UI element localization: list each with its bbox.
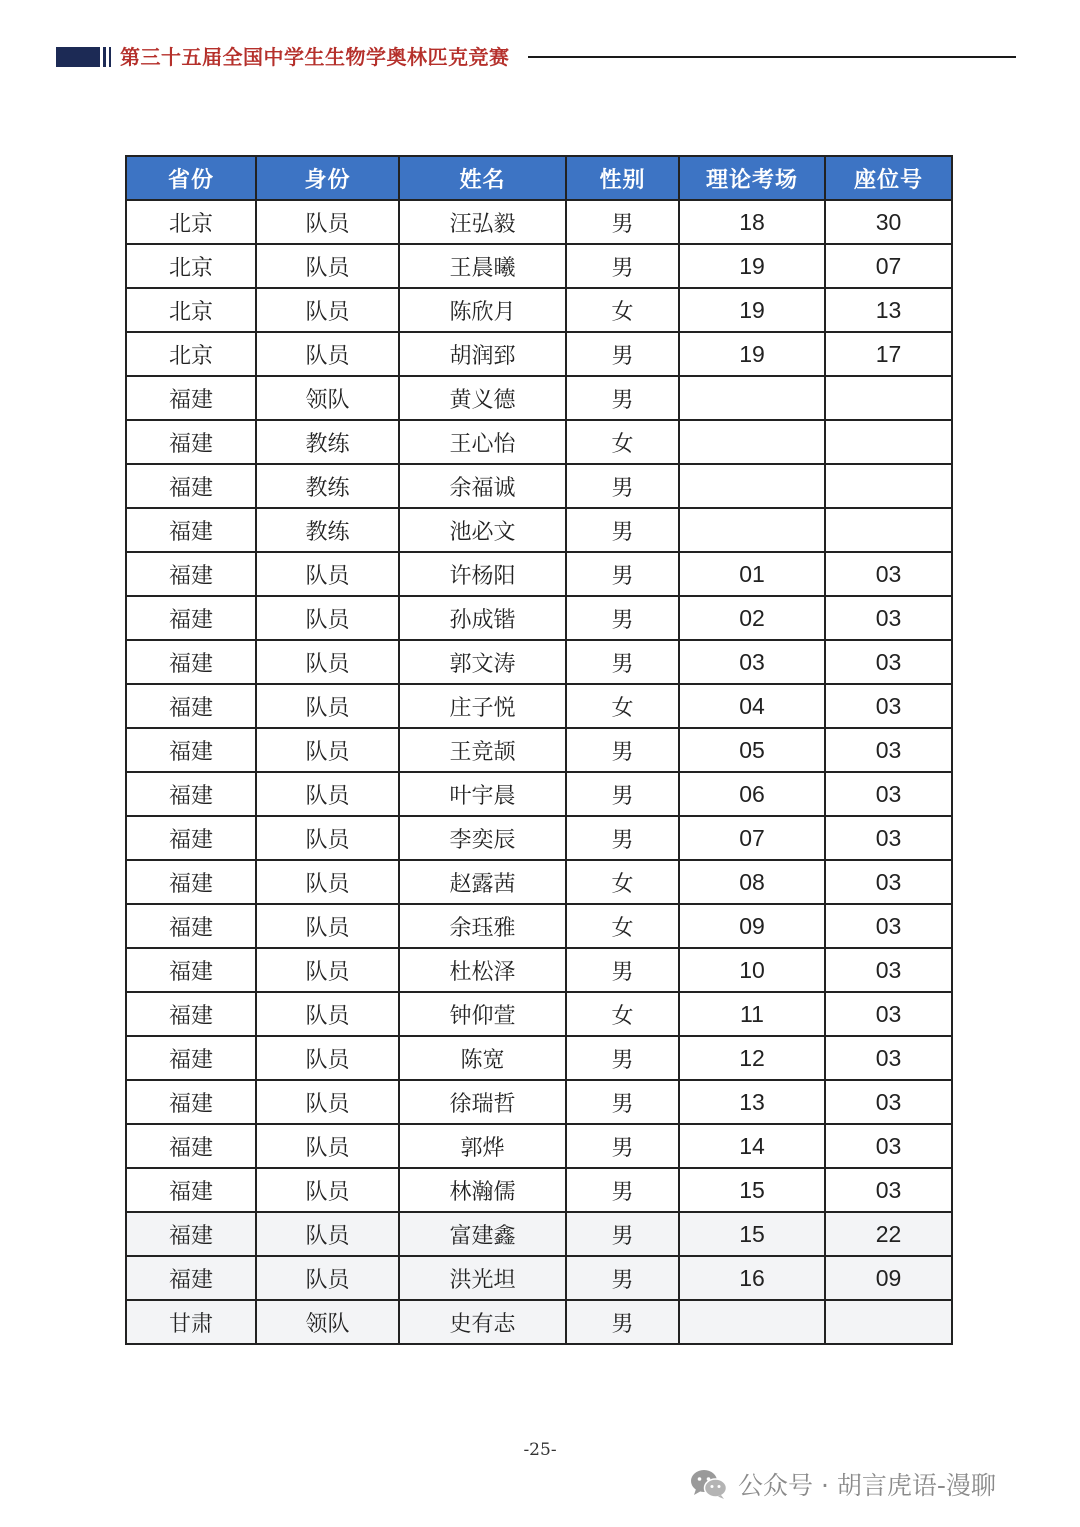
cell-gender: 女 bbox=[566, 288, 679, 332]
table-row bbox=[126, 1124, 952, 1168]
cell-gender: 男 bbox=[566, 464, 679, 508]
header-rule bbox=[528, 56, 1016, 58]
cell-gender: 男 bbox=[566, 200, 679, 244]
cell-gender: 男 bbox=[566, 640, 679, 684]
cell-exam-room: 19 bbox=[679, 244, 825, 288]
watermark bbox=[690, 1464, 996, 1504]
cell-exam-room: 02 bbox=[679, 596, 825, 640]
cell-exam-room: 01 bbox=[679, 552, 825, 596]
cell-name: 孙成锴 bbox=[399, 596, 566, 640]
cell-role: 队员 bbox=[256, 772, 399, 816]
table-row bbox=[126, 376, 952, 420]
cell-exam-room: 15 bbox=[679, 1212, 825, 1256]
table-row bbox=[126, 1212, 952, 1256]
table-row bbox=[126, 1256, 952, 1300]
cell-gender: 男 bbox=[566, 552, 679, 596]
cell-exam-room bbox=[679, 420, 825, 464]
table-row bbox=[126, 552, 952, 596]
cell-name: 郭文涛 bbox=[399, 640, 566, 684]
cell-seat-number: 30 bbox=[825, 200, 952, 244]
cell-seat-number: 09 bbox=[825, 1256, 952, 1300]
cell-gender: 男 bbox=[566, 816, 679, 860]
cell-role: 队员 bbox=[256, 904, 399, 948]
cell-gender: 男 bbox=[566, 1036, 679, 1080]
cell-exam-room: 09 bbox=[679, 904, 825, 948]
column-header-seat-number: 座位号 bbox=[825, 156, 952, 200]
cell-province: 福建 bbox=[126, 1036, 256, 1080]
cell-province: 北京 bbox=[126, 332, 256, 376]
table-row bbox=[126, 1168, 952, 1212]
table-row bbox=[126, 1080, 952, 1124]
table-row bbox=[126, 288, 952, 332]
cell-province: 北京 bbox=[126, 244, 256, 288]
cell-exam-room: 11 bbox=[679, 992, 825, 1036]
cell-gender: 男 bbox=[566, 508, 679, 552]
cell-seat-number: 07 bbox=[825, 244, 952, 288]
cell-name: 徐瑞哲 bbox=[399, 1080, 566, 1124]
cell-role: 队员 bbox=[256, 1124, 399, 1168]
cell-exam-room: 06 bbox=[679, 772, 825, 816]
cell-name: 庄子悦 bbox=[399, 684, 566, 728]
cell-seat-number: 03 bbox=[825, 596, 952, 640]
cell-name: 许杨阳 bbox=[399, 552, 566, 596]
cell-name: 王晨曦 bbox=[399, 244, 566, 288]
cell-name: 汪弘毅 bbox=[399, 200, 566, 244]
table-row bbox=[126, 728, 952, 772]
column-header-province: 省份 bbox=[126, 156, 256, 200]
cell-gender: 男 bbox=[566, 1124, 679, 1168]
cell-exam-room: 07 bbox=[679, 816, 825, 860]
wechat-icon bbox=[690, 1468, 728, 1500]
cell-name: 林瀚儒 bbox=[399, 1168, 566, 1212]
cell-role: 队员 bbox=[256, 332, 399, 376]
column-header-exam-room: 理论考场 bbox=[679, 156, 825, 200]
cell-role: 队员 bbox=[256, 640, 399, 684]
cell-province: 福建 bbox=[126, 684, 256, 728]
cell-province: 福建 bbox=[126, 1212, 256, 1256]
cell-exam-room: 19 bbox=[679, 288, 825, 332]
cell-role: 队员 bbox=[256, 244, 399, 288]
header-row bbox=[126, 156, 952, 200]
cell-role: 队员 bbox=[256, 1036, 399, 1080]
cell-exam-room: 04 bbox=[679, 684, 825, 728]
cell-seat-number: 03 bbox=[825, 816, 952, 860]
table-row bbox=[126, 772, 952, 816]
cell-name: 池必文 bbox=[399, 508, 566, 552]
cell-role: 队员 bbox=[256, 596, 399, 640]
cell-name: 史有志 bbox=[399, 1300, 566, 1344]
cell-name: 陈欣月 bbox=[399, 288, 566, 332]
table-row bbox=[126, 684, 952, 728]
cell-seat-number bbox=[825, 1300, 952, 1344]
cell-province: 福建 bbox=[126, 376, 256, 420]
cell-province: 北京 bbox=[126, 288, 256, 332]
cell-exam-room bbox=[679, 376, 825, 420]
cell-gender: 男 bbox=[566, 1300, 679, 1344]
cell-province: 福建 bbox=[126, 904, 256, 948]
cell-role: 队员 bbox=[256, 992, 399, 1036]
cell-gender: 男 bbox=[566, 596, 679, 640]
cell-province: 福建 bbox=[126, 1168, 256, 1212]
table-row bbox=[126, 200, 952, 244]
table-row bbox=[126, 332, 952, 376]
cell-exam-room: 12 bbox=[679, 1036, 825, 1080]
table-row bbox=[126, 508, 952, 552]
cell-seat-number: 03 bbox=[825, 772, 952, 816]
cell-role: 队员 bbox=[256, 684, 399, 728]
cell-role: 队员 bbox=[256, 1256, 399, 1300]
column-header-name: 姓名 bbox=[399, 156, 566, 200]
cell-province: 福建 bbox=[126, 772, 256, 816]
column-header-role: 身份 bbox=[256, 156, 399, 200]
table-row bbox=[126, 1300, 952, 1344]
cell-role: 队员 bbox=[256, 948, 399, 992]
cell-gender: 男 bbox=[566, 728, 679, 772]
cell-gender: 女 bbox=[566, 992, 679, 1036]
table-row bbox=[126, 244, 952, 288]
cell-role: 教练 bbox=[256, 420, 399, 464]
cell-seat-number: 17 bbox=[825, 332, 952, 376]
cell-name: 叶宇晨 bbox=[399, 772, 566, 816]
cell-exam-room: 14 bbox=[679, 1124, 825, 1168]
cell-seat-number: 03 bbox=[825, 1168, 952, 1212]
cell-exam-room: 18 bbox=[679, 200, 825, 244]
cell-province: 福建 bbox=[126, 948, 256, 992]
cell-province: 福建 bbox=[126, 1256, 256, 1300]
table-row bbox=[126, 904, 952, 948]
watermark-text: 公众号 · 胡言虎语-漫聊 bbox=[738, 1471, 996, 1500]
cell-name: 李奕辰 bbox=[399, 816, 566, 860]
cell-exam-room: 15 bbox=[679, 1168, 825, 1212]
cell-role: 队员 bbox=[256, 816, 399, 860]
cell-province: 福建 bbox=[126, 420, 256, 464]
cell-name: 赵露茜 bbox=[399, 860, 566, 904]
cell-seat-number: 03 bbox=[825, 640, 952, 684]
cell-province: 福建 bbox=[126, 992, 256, 1036]
cell-seat-number bbox=[825, 508, 952, 552]
cell-province: 福建 bbox=[126, 596, 256, 640]
cell-seat-number: 03 bbox=[825, 860, 952, 904]
cell-province: 福建 bbox=[126, 1124, 256, 1168]
cell-exam-room bbox=[679, 1300, 825, 1344]
cell-name: 钟仰萱 bbox=[399, 992, 566, 1036]
cell-exam-room: 19 bbox=[679, 332, 825, 376]
cell-name: 胡润郅 bbox=[399, 332, 566, 376]
cell-name: 富建鑫 bbox=[399, 1212, 566, 1256]
cell-role: 教练 bbox=[256, 508, 399, 552]
cell-gender: 男 bbox=[566, 244, 679, 288]
cell-gender: 男 bbox=[566, 1168, 679, 1212]
cell-role: 队员 bbox=[256, 1212, 399, 1256]
cell-province: 福建 bbox=[126, 860, 256, 904]
cell-name: 王心怡 bbox=[399, 420, 566, 464]
roster-table bbox=[125, 155, 953, 1345]
cell-name: 陈宽 bbox=[399, 1036, 566, 1080]
cell-seat-number: 03 bbox=[825, 1080, 952, 1124]
cell-role: 队员 bbox=[256, 552, 399, 596]
cell-name: 洪光坦 bbox=[399, 1256, 566, 1300]
cell-gender: 女 bbox=[566, 684, 679, 728]
cell-name: 余福诚 bbox=[399, 464, 566, 508]
header-bar-block bbox=[56, 47, 100, 67]
table-row bbox=[126, 816, 952, 860]
cell-gender: 男 bbox=[566, 772, 679, 816]
table-row bbox=[126, 596, 952, 640]
cell-province: 福建 bbox=[126, 508, 256, 552]
cell-seat-number: 03 bbox=[825, 1036, 952, 1080]
cell-exam-room bbox=[679, 464, 825, 508]
cell-role: 队员 bbox=[256, 288, 399, 332]
cell-exam-room: 13 bbox=[679, 1080, 825, 1124]
cell-exam-room: 10 bbox=[679, 948, 825, 992]
cell-role: 领队 bbox=[256, 376, 399, 420]
cell-role: 队员 bbox=[256, 200, 399, 244]
cell-role: 队员 bbox=[256, 860, 399, 904]
header-bar-thin bbox=[109, 47, 111, 67]
table-row bbox=[126, 992, 952, 1036]
cell-role: 领队 bbox=[256, 1300, 399, 1344]
cell-name: 杜松泽 bbox=[399, 948, 566, 992]
cell-seat-number bbox=[825, 464, 952, 508]
cell-province: 福建 bbox=[126, 552, 256, 596]
cell-province: 福建 bbox=[126, 640, 256, 684]
page-header bbox=[56, 42, 1018, 72]
cell-seat-number: 03 bbox=[825, 948, 952, 992]
cell-seat-number bbox=[825, 420, 952, 464]
cell-gender: 女 bbox=[566, 904, 679, 948]
roster-table-head bbox=[126, 156, 952, 200]
table-row bbox=[126, 420, 952, 464]
table-row bbox=[126, 1036, 952, 1080]
cell-exam-room: 16 bbox=[679, 1256, 825, 1300]
cell-province: 甘肃 bbox=[126, 1300, 256, 1344]
cell-seat-number: 03 bbox=[825, 552, 952, 596]
cell-role: 教练 bbox=[256, 464, 399, 508]
cell-province: 北京 bbox=[126, 200, 256, 244]
cell-province: 福建 bbox=[126, 1080, 256, 1124]
cell-name: 余珏雅 bbox=[399, 904, 566, 948]
cell-seat-number: 03 bbox=[825, 1124, 952, 1168]
cell-gender: 男 bbox=[566, 948, 679, 992]
cell-seat-number bbox=[825, 376, 952, 420]
cell-role: 队员 bbox=[256, 1080, 399, 1124]
cell-province: 福建 bbox=[126, 816, 256, 860]
cell-name: 黄义德 bbox=[399, 376, 566, 420]
cell-gender: 女 bbox=[566, 420, 679, 464]
cell-role: 队员 bbox=[256, 728, 399, 772]
page-number: -25- bbox=[523, 1440, 557, 1460]
cell-gender: 男 bbox=[566, 376, 679, 420]
cell-role: 队员 bbox=[256, 1168, 399, 1212]
cell-seat-number: 03 bbox=[825, 992, 952, 1036]
table-row bbox=[126, 640, 952, 684]
cell-exam-room: 05 bbox=[679, 728, 825, 772]
cell-seat-number: 22 bbox=[825, 1212, 952, 1256]
cell-seat-number: 03 bbox=[825, 904, 952, 948]
column-header-gender: 性别 bbox=[566, 156, 679, 200]
cell-seat-number: 13 bbox=[825, 288, 952, 332]
cell-gender: 男 bbox=[566, 1256, 679, 1300]
table-row bbox=[126, 464, 952, 508]
cell-exam-room bbox=[679, 508, 825, 552]
header-bar-thin bbox=[103, 47, 106, 67]
cell-province: 福建 bbox=[126, 464, 256, 508]
cell-province: 福建 bbox=[126, 728, 256, 772]
roster-table-body bbox=[126, 200, 952, 1344]
cell-gender: 男 bbox=[566, 1080, 679, 1124]
table-row bbox=[126, 948, 952, 992]
cell-seat-number: 03 bbox=[825, 728, 952, 772]
cell-seat-number: 03 bbox=[825, 684, 952, 728]
cell-name: 王竞颉 bbox=[399, 728, 566, 772]
table-row bbox=[126, 860, 952, 904]
cell-gender: 男 bbox=[566, 1212, 679, 1256]
cell-gender: 女 bbox=[566, 860, 679, 904]
header-title: 第三十五届全国中学生生物学奥林匹克竞赛 bbox=[120, 45, 510, 69]
cell-gender: 男 bbox=[566, 332, 679, 376]
cell-exam-room: 03 bbox=[679, 640, 825, 684]
cell-name: 郭烨 bbox=[399, 1124, 566, 1168]
cell-exam-room: 08 bbox=[679, 860, 825, 904]
